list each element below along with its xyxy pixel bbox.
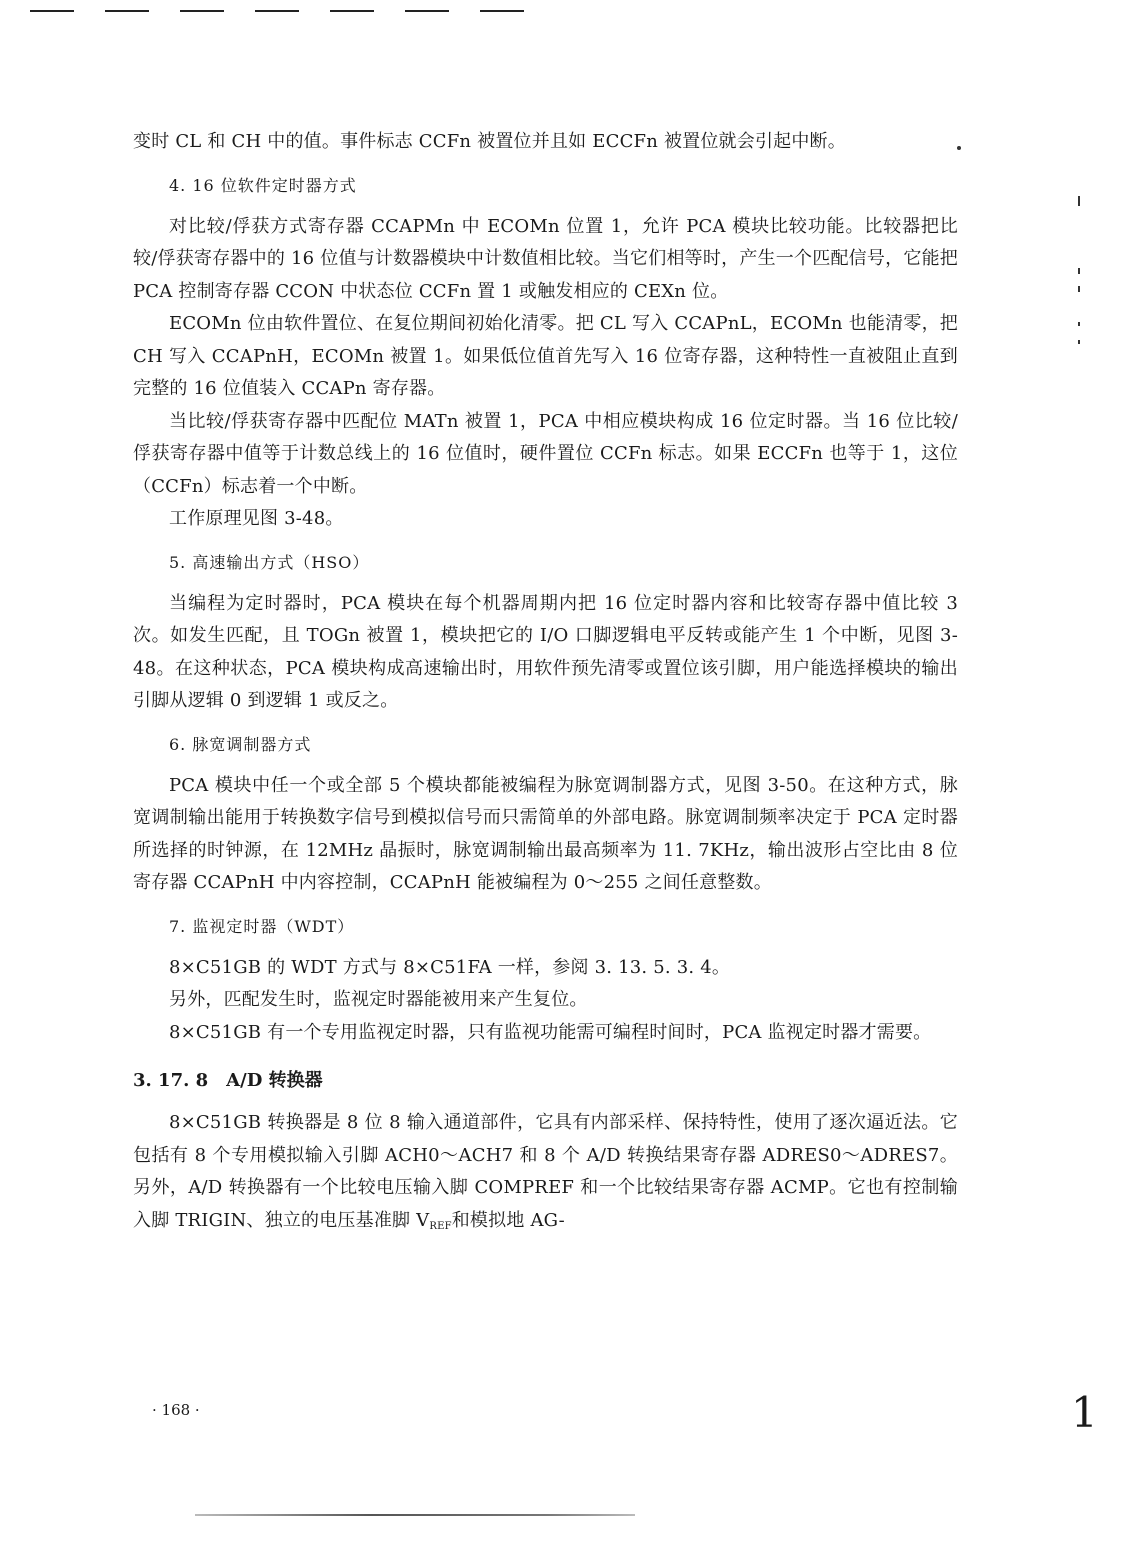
heading-wdt: 7. 监视定时器（WDT） <box>169 916 355 936</box>
paragraph: 8×C51GB 有一个专用监视定时器，只有监视功能需可编程时间时，PCA 监视定时器才需要。 <box>169 1021 932 1043</box>
subscript-ref: REF <box>429 1220 452 1232</box>
scan-speck <box>1078 196 1080 206</box>
paragraph-text: 8×C51GB 转换器是 8 位 8 输入通道部件，它具有内部采样、保持特性，使用了逐次逼近法。它包括有 8 个专用模拟输入引脚 ACH0～ACH7 和 8 个 A/D 转换结果寄存器 ADRES0～ADRES7。另外，A/D 转换器有一个比较电压输入脚 COMPREF 和一个比较结果寄存器 ACMP。它也有控制输入脚 TRIGIN、独立的电压基准脚 V <box>133 1112 958 1231</box>
margin-mark: 1 <box>1071 1388 1098 1437</box>
heading-hso: 5. 高速输出方式（HSO） <box>169 552 370 572</box>
page-number: · 168 · <box>152 1401 200 1419</box>
scan-speck <box>1078 340 1080 344</box>
paragraph: 对比较/俘获方式寄存器 CCAPMn 中 ECOMn 位置 1，允许 PCA 模块比较功能。比较器把比较/俘获寄存器中的 16 位值与计数器模块中计数值相比较。当它们相等时，产生一个匹配信号，它能把 PCA 控制寄存器 CCON 中状态位 CCFn 置 1 或触发相应的 CEXn 位。 <box>133 215 958 302</box>
heading-pwm: 6. 脉宽调制器方式 <box>169 734 312 754</box>
paragraph <box>133 1107 958 1243</box>
scan-speck <box>1078 286 1080 292</box>
paragraph: 工作原理见图 3-48。 <box>169 508 344 529</box>
carryover-paragraph: 变时 CL 和 CH 中的值。事件标志 CCFn 被置位并且如 ECCFn 被置位就会引起中断。 <box>133 131 846 152</box>
scan-speck <box>1078 268 1080 274</box>
section-heading-ad-converter <box>133 1067 958 1095</box>
page-body <box>133 126 958 1243</box>
paragraph: ECOMn 位由软件置位、在复位期间初始化清零。把 CL 写入 CCAPnL，ECOMn 也能清零，把 CH 写入 CCAPnH，ECOMn 被置 1。如果低位值首先写入 16 位寄存器，这种特性一直被阻止直到完整的 16 位值装入 CCAPn 寄存器。 <box>133 313 958 399</box>
heading-16bit-timer: 4. 16 位软件定时器方式 <box>169 175 357 195</box>
section-title: A/D 转换器 <box>226 1070 323 1091</box>
paragraph: 当编程为定时器时，PCA 模块在每个机器周期内把 16 位定时器内容和比较寄存器中值比较 3 次。如发生匹配，且 TOGn 被置 1，模块把它的 I/O 口脚逻辑电平反转或能产生 1 个中断，见图 3-48。在这种状态，PCA 模块构成高速输出时，用软件预先清零或置位该引脚，用户能选择模块的输出引脚从逻辑 0 到逻辑 1 或反之。 <box>133 592 958 711</box>
scan-speck <box>957 146 961 150</box>
paragraph: 当比较/俘获寄存器中匹配位 MATn 被置 1，PCA 中相应模块构成 16 位定时器。当 16 位比较/俘获寄存器中值等于计数总线上的 16 位值时，硬件置位 CCFn 标志。如果 ECCFn 也等于 1，这位（CCFn）标志着一个中断。 <box>133 410 958 497</box>
paragraph: PCA 模块中任一个或全部 5 个模块都能被编程为脉宽调制器方式，见图 3-50。在这种方式，脉宽调制输出能用于转换数字信号到模拟信号而只需简单的外部电路。脉宽调制频率决定于 PCA 定时器所选择的时钟源，在 12MHz 晶振时，脉宽调制输出最高频率为 11. 7KHz，输出波形占空比由 8 位寄存器 CCAPnH 中内容控制，CCAPnH 能被编程为 0～255 之间任意整数。 <box>133 774 958 893</box>
paragraph-text-end: 和模拟地 AG- <box>451 1209 565 1231</box>
top-edge-marks <box>30 0 550 14</box>
section-number: 3. 17. 8 <box>133 1070 209 1091</box>
bottom-scan-line <box>195 1514 635 1516</box>
paragraph: 另外，匹配发生时，监视定时器能被用来产生复位。 <box>169 989 588 1010</box>
scan-speck <box>1078 322 1080 326</box>
paragraph: 8×C51GB 的 WDT 方式与 8×C51FA 一样，参阅 3. 13. 5. 3. 4。 <box>169 956 731 978</box>
